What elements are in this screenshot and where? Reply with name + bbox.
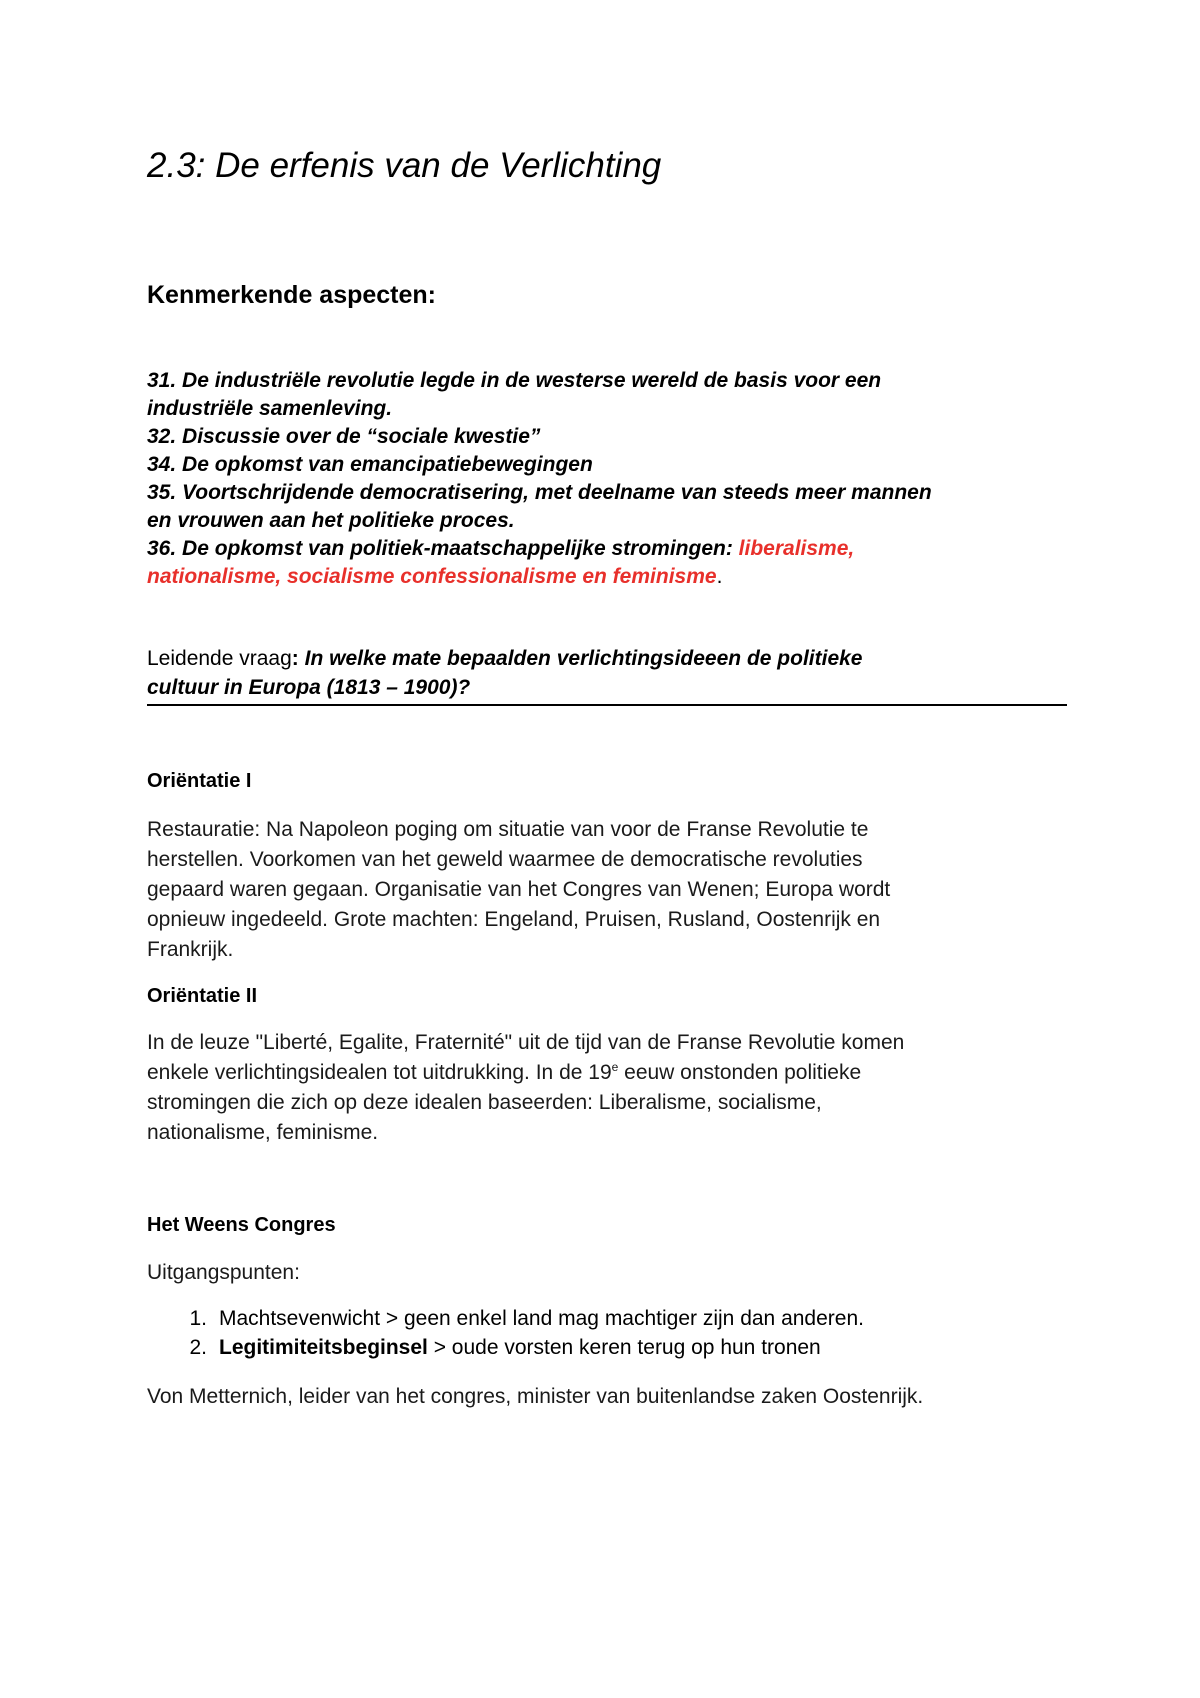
leading-question-label: Leidende vraag — [147, 647, 292, 670]
aspect-34: 34. De opkomst van emancipatiebewegingen — [147, 453, 593, 476]
orientatie-1-line: opnieuw ingedeeld. Grote machten: Engeland, Pruisen, Rusland, Oostenrijk en — [147, 908, 881, 931]
ordinal-superscript: e — [611, 1060, 619, 1074]
orientatie-2-line-2-pre: enkele verlichtingsidealen tot uitdrukking. In de 19 — [147, 1061, 612, 1084]
uitgangspunten-label: Uitgangspunten: — [147, 1261, 300, 1284]
orientatie-2-line-3: stromingen die zich op deze idealen baseerden: Liberalisme, socialisme, — [147, 1091, 822, 1114]
list-item-text: > oude vorsten keren terug op hun tronen — [427, 1336, 821, 1359]
weens-congres-heading: Het Weens Congres — [147, 1214, 336, 1236]
leading-question — [147, 644, 1067, 706]
kenmerkende-aspecten-heading: Kenmerkende aspecten: — [147, 281, 437, 309]
orientatie-1-paragraph — [147, 815, 1067, 965]
orientatie-2-paragraph — [147, 1028, 1067, 1148]
page-title: 2.3: De erfenis van de Verlichting — [147, 146, 662, 185]
orientatie-1-line: herstellen. Voorkomen van het geweld waarmee de democratische revoluties — [147, 848, 863, 871]
orientatie-1-heading: Oriëntatie I — [147, 770, 252, 792]
aspect-35-line-1: 35. Voortschrijdende democratisering, met deelname van steeds meer mannen — [147, 481, 932, 504]
leading-question-text-1: In welke mate bepaalden verlichtingsideeen de politieke — [304, 647, 863, 670]
aspect-36-highlight-2: nationalisme, socialisme confessionalisme en feminisme — [147, 565, 717, 588]
list-item-text: Machtsevenwicht > geen enkel land mag machtiger zijn dan anderen. — [219, 1307, 864, 1330]
list-item — [147, 1304, 864, 1333]
orientatie-2-line-2-post: eeuw onstonden politieke — [618, 1061, 862, 1084]
list-item-number: 1. — [189, 1307, 207, 1330]
aspect-36-highlight-1: liberalisme, — [738, 537, 855, 560]
aspect-32: 32. Discussie over de “sociale kwestie” — [147, 425, 541, 448]
orientatie-1-line: Frankrijk. — [147, 938, 234, 961]
aspect-35-line-2: en vrouwen aan het politieke proces. — [147, 509, 515, 532]
leading-question-line-2 — [147, 673, 1067, 702]
list-item-number: 2. — [189, 1336, 207, 1359]
orientatie-1-line: Restauratie: Na Napoleon poging om situatie van voor de Franse Revolutie te — [147, 818, 869, 841]
list-item — [147, 1333, 864, 1362]
aspect-36-line-2 — [147, 563, 1067, 591]
closing-paragraph — [147, 1382, 1067, 1412]
aspects-list — [147, 367, 1067, 591]
orientatie-2-line-4: nationalisme, feminisme. — [147, 1121, 379, 1144]
orientatie-2-heading: Oriëntatie II — [147, 985, 258, 1007]
aspect-36-line-1 — [147, 535, 1067, 563]
leading-question-colon: : — [291, 647, 305, 670]
aspect-36-end: . — [716, 565, 723, 588]
orientatie-2-line-1: In de leuze "Liberté, Egalite, Fraternité" uit de tijd van de Franse Revolutie komen — [147, 1031, 905, 1054]
leading-question-line-1 — [147, 644, 1067, 673]
list-item-bold-term: Legitimiteitsbeginsel — [219, 1336, 428, 1359]
closing-line: Von Metternich, leider van het congres, minister van buitenlandse zaken Oostenrijk. — [147, 1385, 924, 1408]
aspect-36-prefix: 36. De opkomst van politiek-maatschappelijke stromingen: — [147, 537, 739, 560]
leading-question-text-2: cultuur in Europa (1813 – 1900)? — [147, 676, 471, 699]
aspect-31-line-1: 31. De industriële revolutie legde in de westerse wereld de basis voor een — [147, 369, 882, 392]
uitgangspunten-list — [147, 1304, 864, 1362]
orientatie-2-line-2 — [147, 1058, 1067, 1088]
aspect-31-line-2: industriële samenleving. — [147, 397, 393, 420]
orientatie-1-line: gepaard waren gegaan. Organisatie van het Congres van Wenen; Europa wordt — [147, 878, 891, 901]
